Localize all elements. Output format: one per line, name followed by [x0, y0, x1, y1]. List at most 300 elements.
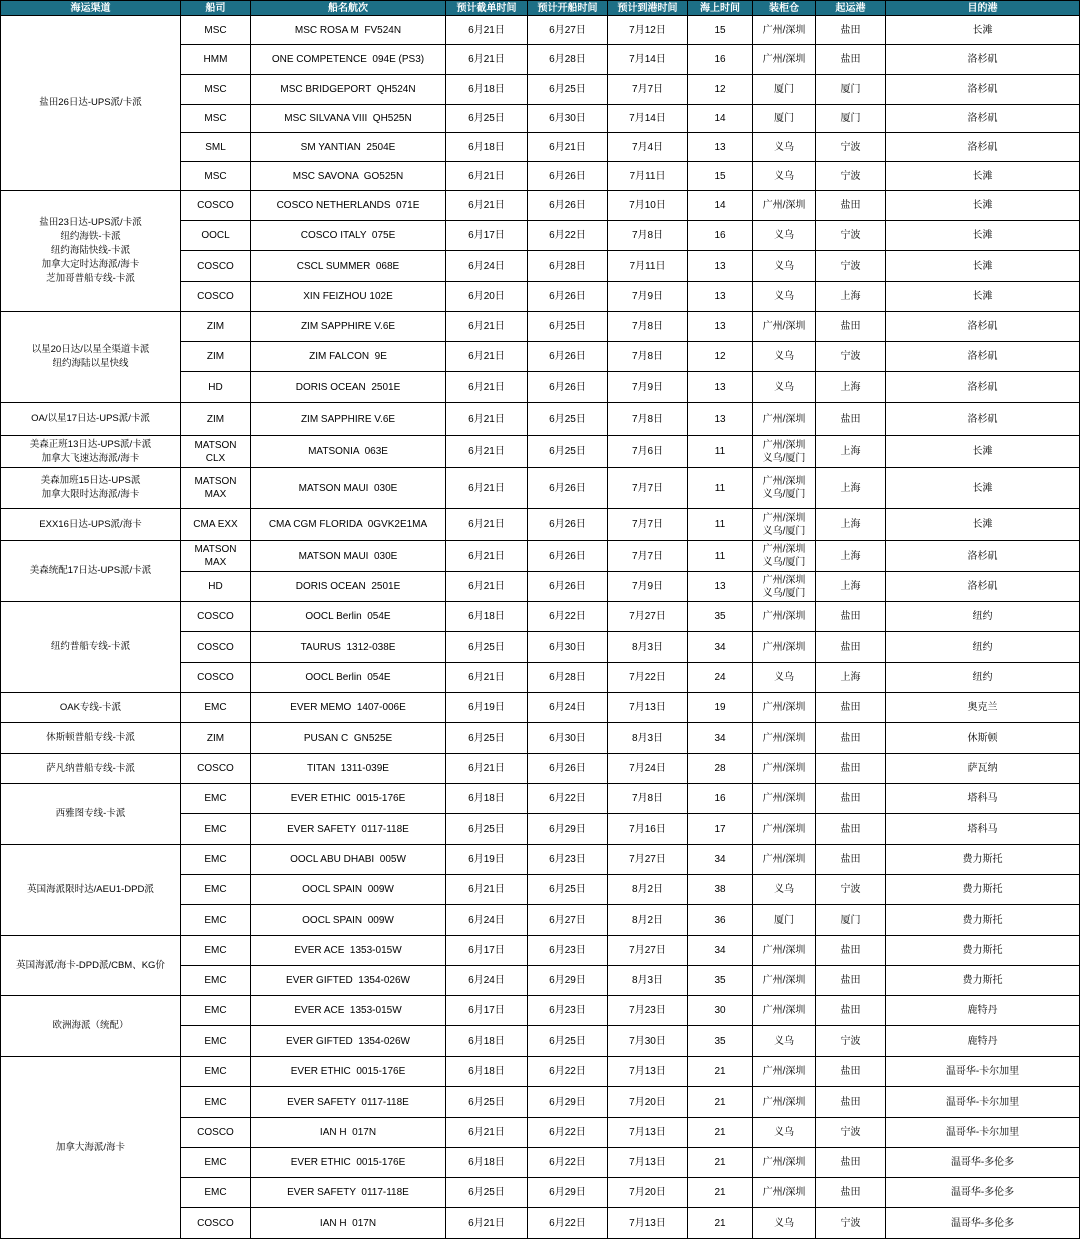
departure-date-cell: 6月25日: [528, 312, 608, 342]
transit-days-cell: 15: [688, 162, 753, 191]
carrier-cell: CMA EXX: [181, 509, 251, 541]
cutoff-date-cell: 6月21日: [446, 191, 528, 221]
departure-date-cell: 6月23日: [528, 845, 608, 875]
cutoff-date-cell: 6月21日: [446, 45, 528, 75]
departure-date-cell: 6月26日: [528, 191, 608, 221]
table-row: [1, 996, 1080, 1026]
departure-date-cell: 6月28日: [528, 251, 608, 282]
channel-cell: 盐田26日达-UPS派/卡派: [1, 16, 181, 191]
cutoff-date-cell: 6月21日: [446, 509, 528, 541]
loading-warehouse-cell: 广州/深圳: [753, 191, 816, 221]
cutoff-date-cell: 6月21日: [446, 875, 528, 905]
arrival-date-cell: 8月2日: [608, 905, 688, 936]
vessel-voyage-cell: MATSON MAUI 030E: [251, 468, 446, 509]
transit-days-cell: 13: [688, 312, 753, 342]
departure-date-cell: 6月23日: [528, 996, 608, 1026]
origin-port-cell: 盐田: [816, 16, 886, 45]
vessel-voyage-cell: EVER SAFETY 0117-118E: [251, 1178, 446, 1208]
arrival-date-cell: 7月13日: [608, 1208, 688, 1239]
origin-port-cell: 盐田: [816, 723, 886, 754]
table-row: [1, 754, 1080, 784]
origin-port-cell: 上海: [816, 541, 886, 572]
destination-port-cell: 洛杉矶: [886, 75, 1080, 105]
destination-port-cell: 费力斯托: [886, 905, 1080, 936]
origin-port-cell: 宁波: [816, 133, 886, 162]
departure-date-cell: 6月29日: [528, 966, 608, 996]
departure-date-cell: 6月22日: [528, 1208, 608, 1239]
departure-date-cell: 6月26日: [528, 468, 608, 509]
destination-port-cell: 洛杉矶: [886, 572, 1080, 602]
carrier-cell: EMC: [181, 784, 251, 814]
header-channel: 海运渠道: [1, 1, 181, 16]
arrival-date-cell: 7月9日: [608, 282, 688, 312]
carrier-cell: COSCO: [181, 1208, 251, 1239]
vessel-voyage-cell: EVER SAFETY 0117-118E: [251, 1087, 446, 1118]
loading-warehouse-cell: 义乌: [753, 875, 816, 905]
loading-warehouse-cell: 义乌: [753, 1208, 816, 1239]
departure-date-cell: 6月26日: [528, 342, 608, 372]
transit-days-cell: 13: [688, 251, 753, 282]
origin-port-cell: 宁波: [816, 875, 886, 905]
departure-date-cell: 6月25日: [528, 75, 608, 105]
origin-port-cell: 盐田: [816, 754, 886, 784]
channel-cell: 盐田23日达-UPS派/卡派 纽约海铁-卡派 纽约海陆快线-卡派 加拿大定时达海派/海卡 芝加哥普船专线-卡派: [1, 191, 181, 312]
cutoff-date-cell: 6月21日: [446, 541, 528, 572]
carrier-cell: OOCL: [181, 221, 251, 251]
channel-cell: 欧洲海派（统配）: [1, 996, 181, 1057]
transit-days-cell: 21: [688, 1057, 753, 1087]
transit-days-cell: 35: [688, 1026, 753, 1057]
header-row: [1, 1, 1080, 16]
arrival-date-cell: 7月7日: [608, 75, 688, 105]
transit-days-cell: 13: [688, 572, 753, 602]
header-loading-warehouse: 装柜仓: [753, 1, 816, 16]
channel-cell: 英国海派/海卡-DPD派/CBM、KG价: [1, 936, 181, 996]
loading-warehouse-cell: 广州/深圳: [753, 845, 816, 875]
table-row: [1, 602, 1080, 632]
cutoff-date-cell: 6月18日: [446, 784, 528, 814]
arrival-date-cell: 7月8日: [608, 784, 688, 814]
origin-port-cell: 上海: [816, 509, 886, 541]
origin-port-cell: 上海: [816, 436, 886, 468]
departure-date-cell: 6月29日: [528, 1178, 608, 1208]
header-arrival-date: 预计到港时间: [608, 1, 688, 16]
destination-port-cell: 塔科马: [886, 814, 1080, 845]
vessel-voyage-cell: MATSONIA 063E: [251, 436, 446, 468]
transit-days-cell: 12: [688, 342, 753, 372]
carrier-cell: EMC: [181, 1178, 251, 1208]
transit-days-cell: 13: [688, 403, 753, 436]
cutoff-date-cell: 6月18日: [446, 133, 528, 162]
arrival-date-cell: 7月14日: [608, 45, 688, 75]
vessel-voyage-cell: COSCO NETHERLANDS 071E: [251, 191, 446, 221]
origin-port-cell: 宁波: [816, 1208, 886, 1239]
departure-date-cell: 6月21日: [528, 133, 608, 162]
header-carrier: 船司: [181, 1, 251, 16]
destination-port-cell: 费力斯托: [886, 845, 1080, 875]
channel-cell: 纽约普船专线-卡派: [1, 602, 181, 693]
transit-days-cell: 17: [688, 814, 753, 845]
transit-days-cell: 35: [688, 966, 753, 996]
vessel-voyage-cell: ZIM SAPPHIRE V.6E: [251, 403, 446, 436]
loading-warehouse-cell: 广州/深圳: [753, 693, 816, 723]
vessel-voyage-cell: OOCL SPAIN 009W: [251, 905, 446, 936]
table-row: [1, 509, 1080, 541]
loading-warehouse-cell: 厦门: [753, 75, 816, 105]
transit-days-cell: 38: [688, 875, 753, 905]
origin-port-cell: 盐田: [816, 845, 886, 875]
vessel-voyage-cell: IAN H 017N: [251, 1208, 446, 1239]
cutoff-date-cell: 6月25日: [446, 1178, 528, 1208]
origin-port-cell: 盐田: [816, 191, 886, 221]
loading-warehouse-cell: 广州/深圳: [753, 312, 816, 342]
loading-warehouse-cell: 广州/深圳: [753, 16, 816, 45]
transit-days-cell: 16: [688, 45, 753, 75]
loading-warehouse-cell: 厦门: [753, 105, 816, 133]
loading-warehouse-cell: 广州/深圳 义乌/厦门: [753, 468, 816, 509]
vessel-voyage-cell: EVER ETHIC 0015-176E: [251, 784, 446, 814]
loading-warehouse-cell: 广州/深圳: [753, 403, 816, 436]
destination-port-cell: 长滩: [886, 16, 1080, 45]
vessel-voyage-cell: MSC SAVONA GO525N: [251, 162, 446, 191]
loading-warehouse-cell: 广州/深圳: [753, 784, 816, 814]
vessel-voyage-cell: EVER SAFETY 0117-118E: [251, 814, 446, 845]
vessel-voyage-cell: IAN H 017N: [251, 1118, 446, 1148]
table-row: [1, 845, 1080, 875]
table-row: [1, 468, 1080, 509]
channel-cell: OA/以星17日达-UPS派/卡派: [1, 403, 181, 436]
destination-port-cell: 长滩: [886, 468, 1080, 509]
cutoff-date-cell: 6月19日: [446, 845, 528, 875]
transit-days-cell: 13: [688, 133, 753, 162]
transit-days-cell: 36: [688, 905, 753, 936]
carrier-cell: EMC: [181, 936, 251, 966]
carrier-cell: COSCO: [181, 754, 251, 784]
vessel-voyage-cell: MSC SILVANA VIII QH525N: [251, 105, 446, 133]
origin-port-cell: 宁波: [816, 1118, 886, 1148]
cutoff-date-cell: 6月18日: [446, 1026, 528, 1057]
arrival-date-cell: 7月23日: [608, 996, 688, 1026]
vessel-voyage-cell: EVER GIFTED 1354-026W: [251, 1026, 446, 1057]
transit-days-cell: 34: [688, 845, 753, 875]
vessel-voyage-cell: EVER ETHIC 0015-176E: [251, 1148, 446, 1178]
origin-port-cell: 盐田: [816, 403, 886, 436]
destination-port-cell: 长滩: [886, 509, 1080, 541]
arrival-date-cell: 7月27日: [608, 845, 688, 875]
vessel-voyage-cell: TAURUS 1312-038E: [251, 632, 446, 663]
vessel-voyage-cell: SM YANTIAN 2504E: [251, 133, 446, 162]
origin-port-cell: 盐田: [816, 936, 886, 966]
transit-days-cell: 16: [688, 221, 753, 251]
destination-port-cell: 长滩: [886, 221, 1080, 251]
destination-port-cell: 温哥华-卡尔加里: [886, 1118, 1080, 1148]
channel-cell: OAK专线-卡派: [1, 693, 181, 723]
table-row: [1, 693, 1080, 723]
cutoff-date-cell: 6月25日: [446, 632, 528, 663]
cutoff-date-cell: 6月25日: [446, 814, 528, 845]
carrier-cell: ZIM: [181, 312, 251, 342]
arrival-date-cell: 7月22日: [608, 663, 688, 693]
origin-port-cell: 上海: [816, 282, 886, 312]
destination-port-cell: 温哥华-多伦多: [886, 1208, 1080, 1239]
loading-warehouse-cell: 广州/深圳: [753, 45, 816, 75]
table-body: [1, 16, 1080, 1239]
arrival-date-cell: 7月20日: [608, 1178, 688, 1208]
cutoff-date-cell: 6月25日: [446, 105, 528, 133]
vessel-voyage-cell: EVER ACE 1353-015W: [251, 936, 446, 966]
cutoff-date-cell: 6月24日: [446, 251, 528, 282]
table-row: [1, 16, 1080, 45]
transit-days-cell: 28: [688, 754, 753, 784]
table-header: [1, 1, 1080, 16]
channel-cell: 萨凡纳普船专线-卡派: [1, 754, 181, 784]
departure-date-cell: 6月29日: [528, 814, 608, 845]
transit-days-cell: 34: [688, 936, 753, 966]
vessel-voyage-cell: EVER MEMO 1407-006E: [251, 693, 446, 723]
table-row: [1, 312, 1080, 342]
table-row: [1, 723, 1080, 754]
destination-port-cell: 长滩: [886, 282, 1080, 312]
header-vessel-voyage: 船名航次: [251, 1, 446, 16]
loading-warehouse-cell: 义乌: [753, 372, 816, 403]
vessel-voyage-cell: EVER ACE 1353-015W: [251, 996, 446, 1026]
destination-port-cell: 长滩: [886, 251, 1080, 282]
channel-cell: 美森加班15日达-UPS派 加拿大限时达海派/海卡: [1, 468, 181, 509]
origin-port-cell: 宁波: [816, 1026, 886, 1057]
carrier-cell: COSCO: [181, 632, 251, 663]
channel-cell: 英国海派限时达/AEU1-DPD派: [1, 845, 181, 936]
header-departure-date: 预计开船时间: [528, 1, 608, 16]
vessel-voyage-cell: OOCL Berlin 054E: [251, 602, 446, 632]
departure-date-cell: 6月28日: [528, 45, 608, 75]
cutoff-date-cell: 6月21日: [446, 468, 528, 509]
transit-days-cell: 21: [688, 1148, 753, 1178]
cutoff-date-cell: 6月21日: [446, 162, 528, 191]
origin-port-cell: 上海: [816, 572, 886, 602]
carrier-cell: COSCO: [181, 282, 251, 312]
carrier-cell: MSC: [181, 162, 251, 191]
departure-date-cell: 6月23日: [528, 936, 608, 966]
origin-port-cell: 上海: [816, 372, 886, 403]
transit-days-cell: 21: [688, 1087, 753, 1118]
departure-date-cell: 6月25日: [528, 1026, 608, 1057]
vessel-voyage-cell: TITAN 1311-039E: [251, 754, 446, 784]
vessel-voyage-cell: CMA CGM FLORIDA 0GVK2E1MA: [251, 509, 446, 541]
carrier-cell: ZIM: [181, 342, 251, 372]
loading-warehouse-cell: 广州/深圳: [753, 723, 816, 754]
table-row: [1, 936, 1080, 966]
channel-cell: 以星20日达/以星全渠道卡派 纽约海陆以星快线: [1, 312, 181, 403]
origin-port-cell: 盐田: [816, 1178, 886, 1208]
carrier-cell: EMC: [181, 1057, 251, 1087]
departure-date-cell: 6月25日: [528, 875, 608, 905]
transit-days-cell: 14: [688, 105, 753, 133]
origin-port-cell: 厦门: [816, 105, 886, 133]
origin-port-cell: 盐田: [816, 784, 886, 814]
cutoff-date-cell: 6月21日: [446, 1208, 528, 1239]
vessel-voyage-cell: OOCL ABU DHABI 005W: [251, 845, 446, 875]
arrival-date-cell: 7月13日: [608, 1118, 688, 1148]
departure-date-cell: 6月22日: [528, 1057, 608, 1087]
vessel-voyage-cell: EVER GIFTED 1354-026W: [251, 966, 446, 996]
carrier-cell: ZIM: [181, 723, 251, 754]
loading-warehouse-cell: 广州/深圳: [753, 996, 816, 1026]
arrival-date-cell: 7月9日: [608, 572, 688, 602]
loading-warehouse-cell: 广州/深圳: [753, 602, 816, 632]
destination-port-cell: 费力斯托: [886, 936, 1080, 966]
cutoff-date-cell: 6月18日: [446, 1148, 528, 1178]
loading-warehouse-cell: 义乌: [753, 221, 816, 251]
destination-port-cell: 温哥华-多伦多: [886, 1178, 1080, 1208]
channel-cell: 西雅图专线-卡派: [1, 784, 181, 845]
departure-date-cell: 6月26日: [528, 282, 608, 312]
origin-port-cell: 盐田: [816, 602, 886, 632]
carrier-cell: COSCO: [181, 663, 251, 693]
transit-days-cell: 35: [688, 602, 753, 632]
carrier-cell: COSCO: [181, 251, 251, 282]
loading-warehouse-cell: 广州/深圳: [753, 1057, 816, 1087]
origin-port-cell: 厦门: [816, 75, 886, 105]
cutoff-date-cell: 6月17日: [446, 936, 528, 966]
origin-port-cell: 盐田: [816, 312, 886, 342]
destination-port-cell: 长滩: [886, 191, 1080, 221]
arrival-date-cell: 7月11日: [608, 162, 688, 191]
arrival-date-cell: 7月30日: [608, 1026, 688, 1057]
cutoff-date-cell: 6月25日: [446, 1087, 528, 1118]
destination-port-cell: 温哥华-卡尔加里: [886, 1087, 1080, 1118]
departure-date-cell: 6月26日: [528, 509, 608, 541]
transit-days-cell: 16: [688, 784, 753, 814]
cutoff-date-cell: 6月21日: [446, 1118, 528, 1148]
origin-port-cell: 盐田: [816, 45, 886, 75]
carrier-cell: ZIM: [181, 403, 251, 436]
arrival-date-cell: 7月16日: [608, 814, 688, 845]
vessel-voyage-cell: XIN FEIZHOU 102E: [251, 282, 446, 312]
cutoff-date-cell: 6月21日: [446, 342, 528, 372]
loading-warehouse-cell: 广州/深圳: [753, 632, 816, 663]
loading-warehouse-cell: 广州/深圳 义乌/厦门: [753, 509, 816, 541]
origin-port-cell: 宁波: [816, 221, 886, 251]
carrier-cell: HD: [181, 372, 251, 403]
arrival-date-cell: 8月3日: [608, 723, 688, 754]
cutoff-date-cell: 6月21日: [446, 572, 528, 602]
destination-port-cell: 纽约: [886, 602, 1080, 632]
carrier-cell: MSC: [181, 16, 251, 45]
departure-date-cell: 6月22日: [528, 784, 608, 814]
table-row: [1, 436, 1080, 468]
loading-warehouse-cell: 广州/深圳: [753, 814, 816, 845]
arrival-date-cell: 8月3日: [608, 966, 688, 996]
carrier-cell: EMC: [181, 875, 251, 905]
cutoff-date-cell: 6月21日: [446, 663, 528, 693]
origin-port-cell: 盐田: [816, 996, 886, 1026]
carrier-cell: HD: [181, 572, 251, 602]
vessel-voyage-cell: OOCL SPAIN 009W: [251, 875, 446, 905]
arrival-date-cell: 7月8日: [608, 312, 688, 342]
arrival-date-cell: 7月6日: [608, 436, 688, 468]
destination-port-cell: 洛杉矶: [886, 312, 1080, 342]
destination-port-cell: 费力斯托: [886, 966, 1080, 996]
destination-port-cell: 洛杉矶: [886, 133, 1080, 162]
origin-port-cell: 宁波: [816, 251, 886, 282]
loading-warehouse-cell: 义乌: [753, 663, 816, 693]
table-row: [1, 191, 1080, 221]
departure-date-cell: 6月26日: [528, 162, 608, 191]
departure-date-cell: 6月26日: [528, 372, 608, 403]
carrier-cell: EMC: [181, 693, 251, 723]
header-cutoff-date: 预计截单时间: [446, 1, 528, 16]
destination-port-cell: 长滩: [886, 162, 1080, 191]
transit-days-cell: 12: [688, 75, 753, 105]
carrier-cell: HMM: [181, 45, 251, 75]
carrier-cell: EMC: [181, 1026, 251, 1057]
origin-port-cell: 盐田: [816, 966, 886, 996]
destination-port-cell: 奥克兰: [886, 693, 1080, 723]
channel-cell: 加拿大海派/海卡: [1, 1057, 181, 1239]
arrival-date-cell: 7月7日: [608, 541, 688, 572]
arrival-date-cell: 7月13日: [608, 1057, 688, 1087]
vessel-voyage-cell: DORIS OCEAN 2501E: [251, 372, 446, 403]
cutoff-date-cell: 6月21日: [446, 312, 528, 342]
vessel-voyage-cell: ZIM SAPPHIRE V.6E: [251, 312, 446, 342]
transit-days-cell: 21: [688, 1178, 753, 1208]
channel-cell: EXX16日达-UPS派/海卡: [1, 509, 181, 541]
cutoff-date-cell: 6月21日: [446, 16, 528, 45]
table-row: [1, 1057, 1080, 1087]
origin-port-cell: 盐田: [816, 693, 886, 723]
departure-date-cell: 6月22日: [528, 1118, 608, 1148]
transit-days-cell: 13: [688, 372, 753, 403]
vessel-voyage-cell: MSC BRIDGEPORT QH524N: [251, 75, 446, 105]
departure-date-cell: 6月22日: [528, 602, 608, 632]
channel-cell: 休斯顿普船专线-卡派: [1, 723, 181, 754]
carrier-cell: EMC: [181, 1148, 251, 1178]
arrival-date-cell: 7月11日: [608, 251, 688, 282]
transit-days-cell: 11: [688, 468, 753, 509]
transit-days-cell: 34: [688, 632, 753, 663]
loading-warehouse-cell: 广州/深圳 义乌/厦门: [753, 572, 816, 602]
vessel-voyage-cell: MSC ROSA M FV524N: [251, 16, 446, 45]
transit-days-cell: 11: [688, 436, 753, 468]
arrival-date-cell: 8月2日: [608, 875, 688, 905]
loading-warehouse-cell: 广州/深圳 义乌/厦门: [753, 436, 816, 468]
departure-date-cell: 6月25日: [528, 436, 608, 468]
transit-days-cell: 34: [688, 723, 753, 754]
loading-warehouse-cell: 广州/深圳: [753, 966, 816, 996]
loading-warehouse-cell: 厦门: [753, 905, 816, 936]
destination-port-cell: 洛杉矶: [886, 342, 1080, 372]
transit-days-cell: 15: [688, 16, 753, 45]
origin-port-cell: 盐田: [816, 632, 886, 663]
cutoff-date-cell: 6月25日: [446, 723, 528, 754]
arrival-date-cell: 7月7日: [608, 468, 688, 509]
header-origin-port: 起运港: [816, 1, 886, 16]
departure-date-cell: 6月30日: [528, 105, 608, 133]
departure-date-cell: 6月26日: [528, 754, 608, 784]
loading-warehouse-cell: 义乌: [753, 1026, 816, 1057]
cutoff-date-cell: 6月24日: [446, 966, 528, 996]
departure-date-cell: 6月27日: [528, 16, 608, 45]
arrival-date-cell: 7月10日: [608, 191, 688, 221]
carrier-cell: EMC: [181, 996, 251, 1026]
arrival-date-cell: 7月13日: [608, 693, 688, 723]
vessel-voyage-cell: ONE COMPETENCE 094E (PS3): [251, 45, 446, 75]
vessel-voyage-cell: OOCL Berlin 054E: [251, 663, 446, 693]
transit-days-cell: 30: [688, 996, 753, 1026]
destination-port-cell: 温哥华-多伦多: [886, 1148, 1080, 1178]
cutoff-date-cell: 6月18日: [446, 1057, 528, 1087]
departure-date-cell: 6月30日: [528, 723, 608, 754]
